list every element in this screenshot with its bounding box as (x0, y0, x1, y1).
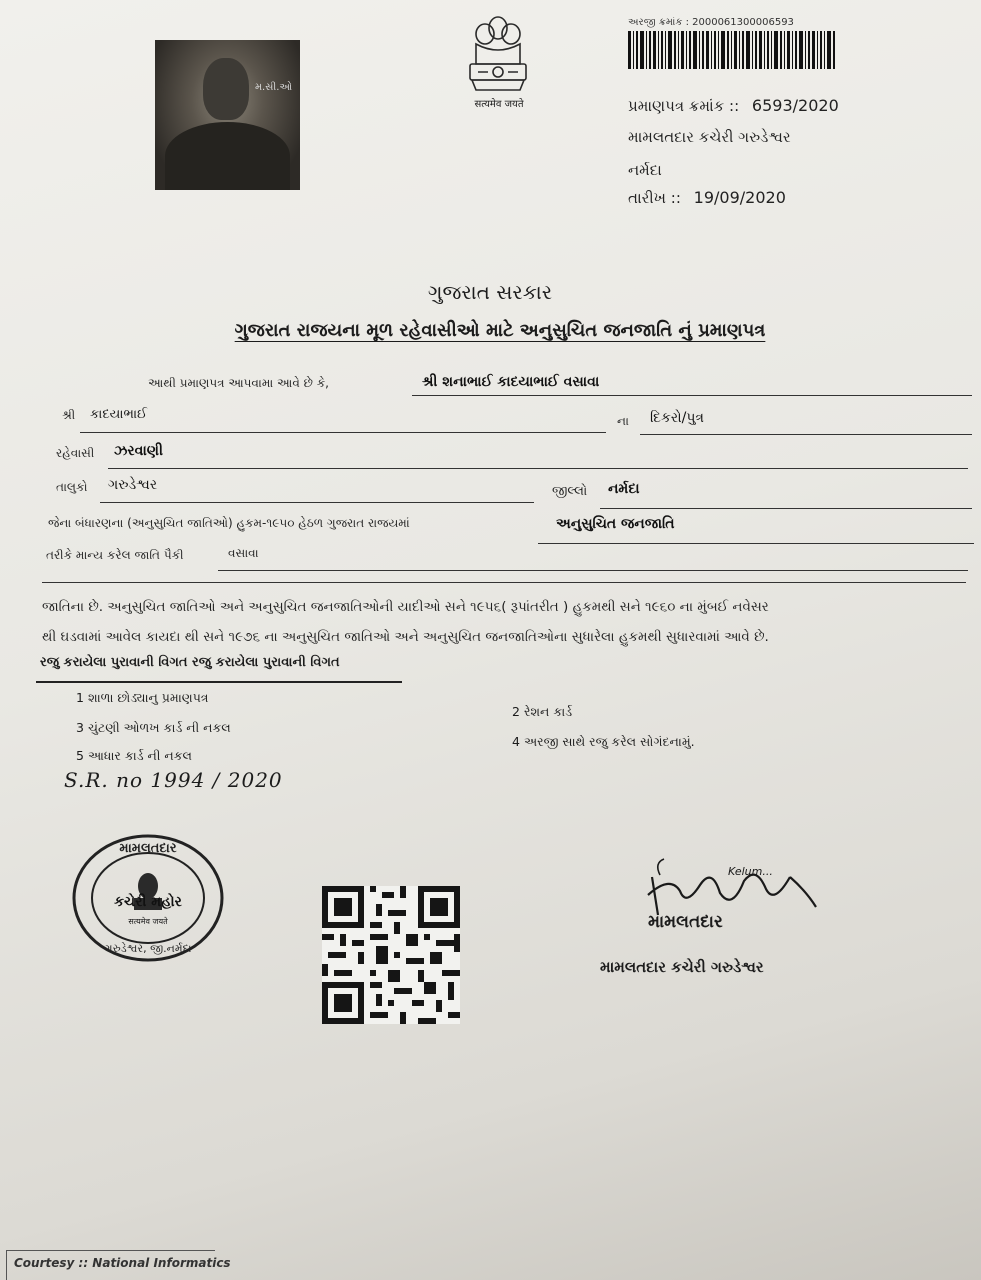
legal-paragraph (42, 592, 972, 652)
courtesy-footer: Courtesy :: National Informatics (14, 1256, 231, 1270)
official-stamp-icon (68, 828, 228, 968)
issue-date-label: તારીખ :: (628, 189, 681, 207)
issuing-office: મામલતદાર કચેરી ગરુડેશ્વર (628, 128, 791, 146)
signature-text: Kelum... (728, 865, 773, 878)
certificate-number: 6593/2020 (751, 96, 839, 115)
issuing-district: નર્મદા (628, 161, 662, 179)
national-emblem-icon (458, 8, 538, 108)
taluka: ગરુડેશ્વર (108, 477, 158, 493)
applicant-photo (155, 40, 300, 190)
barcode (628, 31, 838, 69)
application-number: અરજી ક્રમાંક : 2000061300006593 (628, 17, 794, 28)
stamp-mid-text: કચેરી મહોર (114, 894, 182, 910)
evidence-item: 5 આધાર કાર્ડ ની નકલ (76, 748, 193, 763)
evidence-heading: રજુ કરાયેલા પુરાવાની વિગત રજુ કરાયેલા પુરાવાની વિગત (40, 655, 340, 670)
certificate-title: ગુજરાત રાજયના મૂળ રહેવાસીઓ માટે અનુસુચિત જનજાતિ નું પ્રમાણપત્ર (234, 320, 766, 341)
serial-register-handwritten: S.R. no 1994 / 2020 (64, 768, 283, 792)
photo-overlay-text: મ.સી.ઓ (255, 82, 293, 93)
holder-name: શ્રી શનાભાઈ કાદયાભાઈ વસાવા (422, 374, 600, 390)
evidence-item: 1 શાળા છોડ્યાનુ પ્રમાણપત્ર (76, 690, 209, 705)
district: નર્મદા (608, 481, 640, 497)
signatory-office: મામલતદાર કચેરી ગરુડેશ્વર (600, 958, 764, 976)
evidence-item: 3 ચુંટણી ઓળખ કાર્ડ ની નકલ (76, 720, 231, 735)
qr-code (322, 886, 460, 1024)
stamp-bottom-text: ગરુડેશ્વર, જી.નર્મદા (104, 942, 192, 955)
relation: દિકરો/પુત્ર (650, 410, 705, 426)
stamp-top-text: મામલતદાર (119, 841, 177, 856)
issue-date-row (628, 188, 786, 207)
district-label: જીલ્લો (552, 484, 588, 499)
signatory-title: મામલતદાર (648, 912, 723, 932)
caste-label: તરીકે માન્ય કરેલ જાતિ પૈકી (46, 548, 184, 562)
intro-label: આથી પ્રમાણપત્ર આપવામા આવે છે કે, (148, 376, 329, 390)
government-title: ગુજરાત સરકાર (427, 280, 553, 304)
legal-paragraph-line-1: જાતિના છે. અનુસુચિત જાતિઓ અને અનુસુચિત જનજાતિઓની યાદીઓ સને ૧૯૫૬( રૂપાંતરીત ) હુકમથી સને ૧૯૬૦ ના મુંબઈ નવેસર (42, 599, 769, 615)
caste: વસાવા (228, 546, 259, 560)
father-name: કાદયાભાઈ (90, 407, 148, 422)
legal-paragraph-line-2: થી ઘડવામાં આવેલ કાયદા થી સને ૧૯૭૬ ના અનુસુચિત જાતિઓ અને અનુસુચિત જનજાતિઓના સુધારેલા હુકમથી સુધારવામાં આવે છે. (42, 629, 769, 645)
issue-date: 19/09/2020 (693, 188, 786, 207)
certificate-number-row (628, 96, 839, 115)
certificate-number-label: પ્રમાણપત્ર ક્રમાંક :: (628, 97, 740, 115)
resident-label: રહેવાસી (56, 446, 95, 460)
taluka-label: તાલુકો (56, 480, 88, 494)
emblem-motto: सत्यमेव जयते (474, 99, 524, 110)
father-prefix: શ્રી (62, 408, 76, 422)
village: ઝરવાણી (114, 443, 163, 459)
evidence-item: 4 અરજી સાથે રજુ કરેલ સોગંદનામું. (512, 734, 695, 749)
order-label: જેના બંધારણના (અનુસુચિત જાતિઓ) હુકમ-૧૯૫૦ હેઠળ ગુજરાત રાજયમાં (48, 516, 410, 530)
category: અનુસુચિત જનજાતિ (556, 516, 675, 532)
stamp-motto: सत्यमेव जयते (128, 917, 168, 926)
relation-label: ના (617, 414, 629, 428)
evidence-item: 2 રેશન કાર્ડ (512, 704, 573, 719)
